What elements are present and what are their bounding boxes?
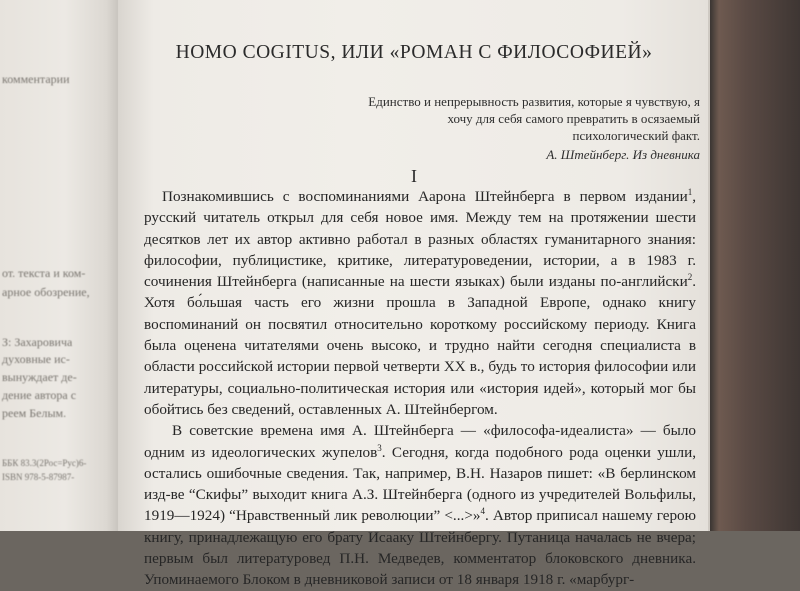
paragraph-text: . Сегодня, когда подобного рода оценки ушли, остались ошибочные сведения. Так, например, В.Н. Назаров пишет: «В берлинском изд-ве “Скифы” выходит книга А.З. Штейнберга (одного из учредителей Вольфилы, 1919—1924) “Нравственный лик революции” <...>» [144, 443, 696, 525]
paragraph-text: . Хотя бо́льшая часть его жизни прошла в Западной Европе, однако книгу воспоминаний он посвятил относительно короткому российскому периоду. Книга была оценена читателями очень высоко, и трудно найти сегодня специалиста в области российской истории первой четверти XX в., будь то история философии или литературы, социально-политическая история или «история идей», который мог бы обойтись без сведений, оставленных А. Штейнбергом. [144, 273, 696, 418]
right-page [118, 0, 710, 589]
paragraph-text: , русский читатель открыл для себя новое имя. Между тем на протяжении шести десятков лет их автор активно работал в разных областях гуманитарного знания: философии, публицистике, критике, литературоведении, истории, а в 1983 г. сочинения Штейнберга (написанные на шести языках) были изданы по-английски [144, 188, 696, 291]
chapter-title: HOMO COGITUS, ИЛИ «РОМАН С ФИЛОСОФИЕЙ» [175, 42, 653, 63]
left-page-fragment: духовные ис- [2, 352, 70, 366]
epigraph-author: А. Штейнберг. Из дневника [546, 147, 700, 162]
left-page-fragment: арное обозрение, [2, 285, 90, 299]
body-text [144, 186, 696, 591]
epigraph-text: Единство и непрерывность развития, которые я чувствую, я хочу для себя самого превратить в осязаемый психологический факт. [368, 94, 700, 143]
left-page-fragment: З: Захаровича [2, 335, 73, 349]
footnote-ref: 3 [377, 442, 382, 453]
left-page-fragment: дение автора с [2, 388, 77, 402]
left-page [0, 0, 118, 531]
left-page-fragment: комментарии [2, 72, 70, 86]
left-page-fragment: вынуждает де- [2, 370, 77, 384]
section-number: I [411, 166, 417, 186]
paragraph-text: . Автор приписал нашему герою книгу, принадлежащую его брату Исааку Штейнбергу. Путаница началась не вчера; первым был литературовед П.Н. Медведев, комментатор блоковского дневника. Упоминаемого Блоком в дневниковой записи от 18 января 1918 г. «марбург- [144, 507, 696, 589]
left-page-fragment: от. текста и ком- [2, 266, 86, 280]
footnote-ref: 1 [687, 186, 693, 197]
book-cover [710, 0, 800, 531]
left-page-fragment: реем Белым. [2, 406, 67, 420]
footnote-ref: 2 [687, 272, 693, 283]
left-page-fragment: ББК 83.3(2Рос=Рус)6- [2, 458, 87, 468]
left-page-fragment: ISBN 978-5-87987- [2, 472, 75, 482]
paragraph [144, 186, 696, 420]
footnote-ref: 4 [480, 506, 485, 517]
epigraph [358, 93, 700, 163]
paragraph [144, 420, 696, 590]
paragraph-text: Познакомившись с воспоминаниями Аарона Штейнберга в первом издании [162, 188, 688, 205]
paragraph-text: В советские времена имя А. Штейнберга — «философа-идеалиста» — было одним из идеологических жупелов [144, 422, 696, 461]
